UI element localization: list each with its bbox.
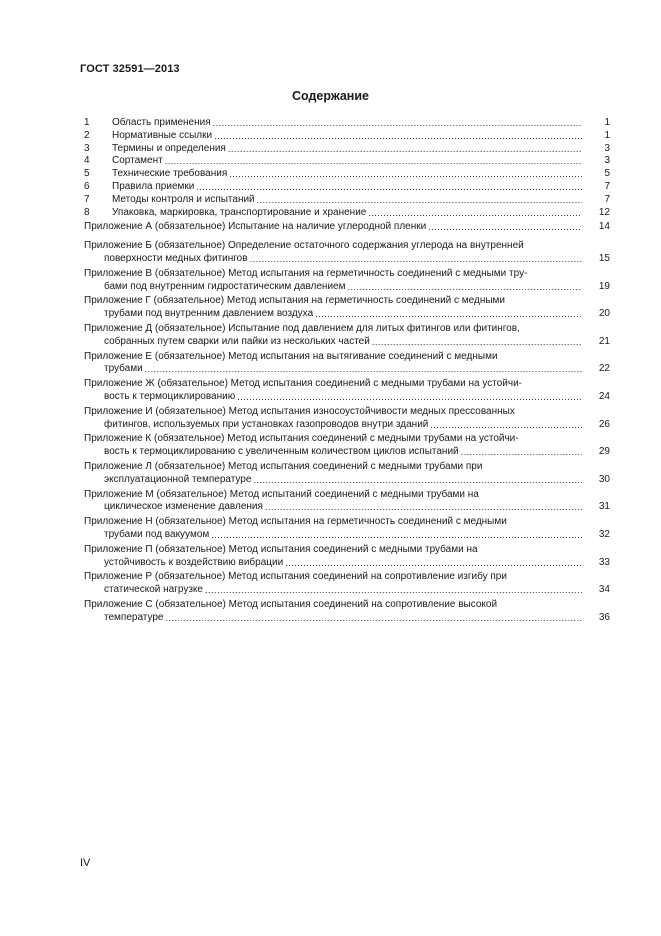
- page-ref: 1: [604, 117, 610, 128]
- appendix-title-continued: циклическое изменение давления: [104, 501, 263, 513]
- leader-dots: [257, 194, 582, 207]
- appendix-title-continued: устойчивость к воздействию вибрации: [104, 556, 284, 568]
- leader-dots: [211, 529, 582, 542]
- document-header: ГОСТ 32591—2013: [80, 63, 180, 75]
- section-number: 2: [84, 129, 90, 141]
- leader-dots: [253, 474, 582, 487]
- appendix-title-continued: фитингов, используемых при установках газопроводов внутри зданий: [104, 418, 429, 430]
- appendix-title-continued: статической нагрузке: [104, 584, 203, 596]
- toc-appendix-entry[interactable]: [84, 599, 610, 625]
- leader-dots: [165, 155, 582, 168]
- page-ref: 3: [604, 155, 610, 167]
- appendix-title-continued: трубами: [104, 363, 143, 375]
- leader-dots: [196, 181, 582, 194]
- leader-dots: [237, 391, 582, 404]
- section-title: Методы контроля и испытаний: [112, 193, 255, 205]
- page-ref: 20: [598, 308, 610, 320]
- appendix-title-continued: эксплуатационной температуре: [104, 473, 252, 485]
- section-title: Упаковка, маркировка, транспортирование и хранение: [112, 206, 367, 218]
- toc-appendix-entry[interactable]: [84, 378, 610, 404]
- toc-appendix-entry[interactable]: [84, 323, 610, 349]
- appendix-title-continued: поверхности медных фитингов: [104, 252, 248, 264]
- page-ref: 22: [598, 363, 610, 375]
- appendix-title-continued: вость к термоциклированию: [104, 390, 236, 402]
- section-title: Технические требования: [112, 168, 228, 180]
- toc-appendix-entry[interactable]: [84, 268, 610, 294]
- page-ref: 30: [598, 473, 610, 485]
- section-number: 4: [84, 155, 90, 167]
- section-number: 5: [84, 168, 90, 180]
- toc-appendix-entry[interactable]: [84, 240, 610, 266]
- toc-appendix-entry[interactable]: [84, 406, 610, 432]
- appendix-title-continued: вость к термоциклированию с увеличенным количеством циклов испытаний: [104, 446, 459, 458]
- toc-section-entry[interactable]: [84, 207, 610, 220]
- section-number: 8: [84, 206, 90, 218]
- leader-dots: [229, 168, 582, 181]
- page-ref: 29: [598, 446, 610, 458]
- leader-dots: [315, 308, 582, 321]
- appendix-title-continued: собранных путем сварки или пайки из нескольких частей: [104, 335, 370, 347]
- toc-appendix-entry[interactable]: [84, 433, 610, 459]
- page-ref: 19: [598, 280, 610, 292]
- appendix-title: Приложение Р (обязательное) Метод испытания соединений на сопротивление изгибу при: [84, 571, 507, 583]
- appendix-title-continued: трубами под внутренним давлением воздуха: [104, 308, 314, 320]
- section-number: 1: [84, 117, 90, 128]
- page-ref: 24: [598, 390, 610, 402]
- page-ref: 26: [598, 418, 610, 430]
- leader-dots: [428, 221, 582, 234]
- page-title: Содержание: [291, 89, 369, 103]
- leader-dots: [347, 281, 582, 294]
- leader-dots: [205, 584, 582, 597]
- toc-appendix-entry[interactable]: [84, 516, 610, 542]
- appendix-title: Приложение Г (обязательное) Метод испытания на герметичность соединений с медными: [84, 295, 506, 307]
- leader-dots: [214, 130, 582, 143]
- toc-appendix-entry[interactable]: [84, 571, 610, 597]
- toc-section-entry[interactable]: [84, 117, 610, 130]
- appendix-title: Приложение П (обязательное) Метод испытания соединений с медными трубами на: [84, 543, 478, 555]
- section-title: Термины и определения: [112, 142, 226, 154]
- page-ref: 3: [604, 142, 610, 154]
- appendix-title: Приложение Д (обязательное) Испытание под давлением для литых фитингов или фитингов,: [84, 322, 520, 334]
- section-title: Область применения: [112, 117, 211, 128]
- toc-appendices: [84, 221, 610, 624]
- section-number: 7: [84, 193, 90, 205]
- appendix-title: Приложение Л (обязательное) Метод испытания соединений с медными трубами при: [84, 460, 483, 472]
- leader-dots: [265, 501, 582, 514]
- section-number: 6: [84, 180, 90, 192]
- appendix-title: Приложение В (обязательное) Метод испытания на герметичность соединений с медными тру-: [84, 267, 528, 279]
- page-ref: 12: [598, 206, 610, 218]
- toc-section-entry[interactable]: [84, 143, 610, 156]
- appendix-title: Приложение С (обязательное) Метод испытания соединений на сопротивление высокой: [84, 598, 498, 610]
- page-ref: 5: [604, 168, 610, 180]
- page-ref: 31: [598, 501, 610, 513]
- leader-dots: [285, 557, 582, 570]
- toc-appendix-entry[interactable]: [84, 544, 610, 570]
- page-ref: 32: [598, 528, 610, 540]
- appendix-title: Приложение Ж (обязательное) Метод испытания соединений с медными трубами на устойчи-: [84, 378, 522, 390]
- page-number: IV: [80, 857, 91, 869]
- page-ref: 7: [604, 193, 610, 205]
- leader-dots: [461, 446, 582, 459]
- appendix-title: Приложение М (обязательное) Метод испытаний соединений с медными трубами на: [84, 488, 479, 500]
- leader-dots: [250, 253, 582, 266]
- section-title: Сортамент: [112, 155, 163, 167]
- toc-sections: [84, 117, 610, 219]
- page-ref: 7: [604, 180, 610, 192]
- toc-section-entry[interactable]: [84, 155, 610, 168]
- appendix-title: Приложение А (обязательное) Испытание на наличие углеродной пленки: [84, 221, 427, 233]
- leader-dots: [368, 207, 582, 220]
- section-title: Нормативные ссылки: [112, 129, 213, 141]
- toc-appendix-entry[interactable]: [84, 221, 610, 234]
- toc-appendix-entry[interactable]: [84, 295, 610, 321]
- page-ref: 21: [598, 335, 610, 347]
- appendix-title: Приложение Н (обязательное) Метод испытания на герметичность соединений с медными: [84, 516, 507, 528]
- toc-appendix-entry[interactable]: [84, 461, 610, 487]
- toc-section-entry[interactable]: [84, 194, 610, 207]
- page-ref: 34: [598, 584, 610, 596]
- leader-dots: [228, 143, 582, 156]
- leader-dots: [166, 612, 583, 625]
- page-ref: 15: [598, 252, 610, 264]
- appendix-title-continued: трубами под вакуумом: [104, 528, 210, 540]
- toc-section-entry[interactable]: [84, 168, 610, 181]
- leader-dots: [372, 336, 582, 349]
- toc-section-entry[interactable]: [84, 130, 610, 143]
- appendix-title: Приложение Б (обязательное) Определение остаточного содержания углерода на внутренней: [84, 240, 524, 252]
- page-ref: 14: [598, 221, 610, 233]
- appendix-title: Приложение И (обязательное) Метод испытания износоустойчивости медных прессованных: [84, 405, 515, 417]
- appendix-title: Приложение Е (обязательное) Метод испытания на вытягивание соединений с медными: [84, 350, 498, 362]
- appendix-title-continued: температуре: [104, 611, 164, 623]
- toc-appendix-entry[interactable]: [84, 351, 610, 377]
- leader-dots: [145, 363, 582, 376]
- toc-appendix-entry[interactable]: [84, 489, 610, 515]
- leader-dots: [213, 117, 582, 130]
- leader-dots: [430, 419, 582, 432]
- appendix-title: Приложение К (обязательное) Метод испытания соединений с медными трубами на устойчи-: [84, 433, 519, 445]
- appendix-title-continued: бами под внутренним гидростатическим давлением: [104, 280, 346, 292]
- page-ref: 1: [604, 129, 610, 141]
- toc-section-entry[interactable]: [84, 181, 610, 194]
- section-number: 3: [84, 142, 90, 154]
- section-title: Правила приемки: [112, 180, 195, 192]
- page-ref: 36: [598, 611, 610, 623]
- page-ref: 33: [598, 556, 610, 568]
- table-of-contents: [84, 117, 610, 626]
